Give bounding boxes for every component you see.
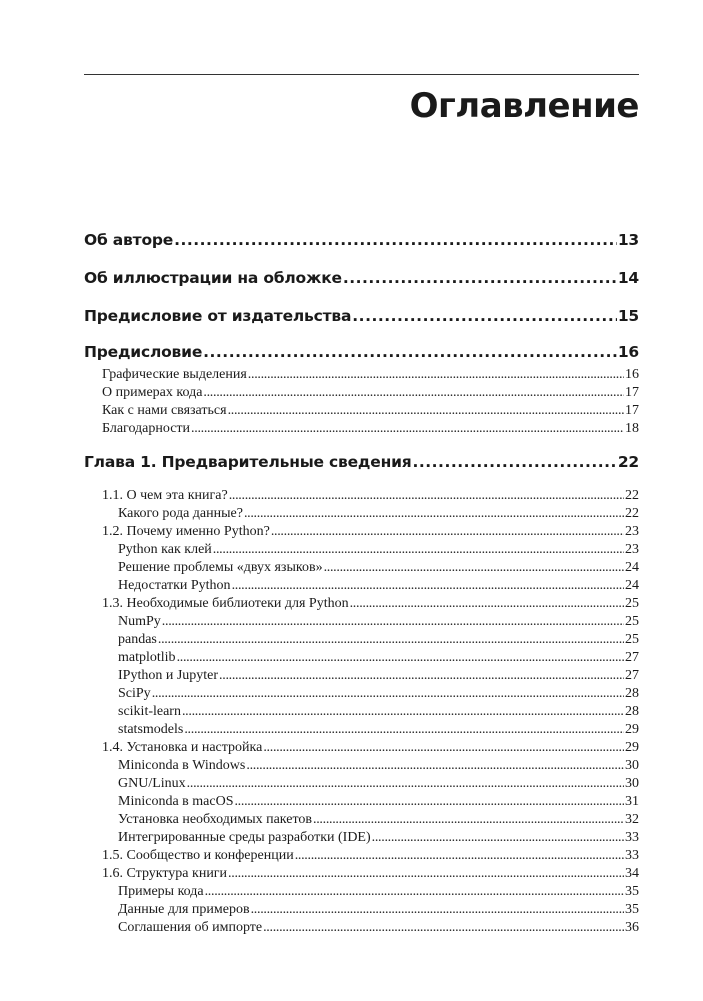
- toc-page-number: 33: [625, 830, 639, 845]
- toc-entry[interactable]: [84, 847, 639, 865]
- toc-page-number: 17: [625, 403, 639, 418]
- toc-entry[interactable]: [84, 523, 639, 541]
- toc-leader: [219, 667, 624, 685]
- toc-entry-title: Miniconda в Windows: [118, 758, 246, 773]
- toc-entry[interactable]: [84, 721, 639, 739]
- toc-leader: [228, 865, 624, 883]
- toc-leader: [352, 306, 617, 327]
- toc-page-number: 33: [625, 848, 639, 863]
- toc-entry[interactable]: [84, 613, 639, 631]
- toc-page-number: 29: [625, 740, 639, 755]
- toc-entry[interactable]: [84, 306, 639, 327]
- toc-leader: [203, 342, 617, 363]
- toc-entry-title: Об иллюстрации на обложке: [84, 269, 342, 287]
- toc-leader: [174, 230, 617, 251]
- toc-page-number: 24: [625, 578, 639, 593]
- toc-entry[interactable]: [84, 703, 639, 721]
- toc-page-number: 32: [625, 812, 639, 827]
- toc-leader: [248, 366, 624, 384]
- toc-leader: [182, 703, 624, 721]
- toc-entry[interactable]: [84, 901, 639, 919]
- toc-entry-title: Примеры кода: [118, 884, 204, 899]
- toc-entry[interactable]: [84, 919, 639, 937]
- toc-entry[interactable]: [84, 402, 639, 420]
- toc-entry[interactable]: [84, 366, 639, 384]
- toc-page-number: 35: [625, 884, 639, 899]
- toc-entry[interactable]: [84, 631, 639, 649]
- toc-entry[interactable]: [84, 342, 639, 363]
- toc-entry-title: Miniconda в macOS: [118, 794, 234, 809]
- toc-entry-title: pandas: [118, 632, 157, 647]
- toc-leader: [251, 901, 624, 919]
- toc-leader: [158, 631, 624, 649]
- toc-entry[interactable]: [84, 577, 639, 595]
- toc-entry-title: Интегрированные среды разработки (IDE): [118, 830, 371, 845]
- toc-leader: [263, 739, 624, 757]
- toc-entry-title: IPython и Jupyter: [118, 668, 219, 683]
- toc-page-number: 22: [625, 506, 639, 521]
- toc-entry-title: Недостатки Python: [118, 578, 231, 593]
- toc-entry[interactable]: [84, 865, 639, 883]
- toc-entry[interactable]: [84, 667, 639, 685]
- toc-entry-title: matplotlib: [118, 650, 176, 665]
- toc-page-number: 27: [625, 668, 639, 683]
- toc-entry[interactable]: [84, 685, 639, 703]
- toc-entry[interactable]: [84, 541, 639, 559]
- toc-entry[interactable]: [84, 452, 639, 473]
- toc-leader: [162, 613, 624, 631]
- toc-page-number: 30: [625, 776, 639, 791]
- toc-entry-title: Решение проблемы «двух языков»: [118, 560, 323, 575]
- toc-page-number: 25: [625, 614, 639, 629]
- toc-leader: [203, 384, 624, 402]
- toc-entry[interactable]: [84, 559, 639, 577]
- toc-entry[interactable]: [84, 230, 639, 251]
- toc-leader: [191, 420, 624, 438]
- toc-leader: [205, 883, 624, 901]
- toc-page-number: 28: [625, 686, 639, 701]
- toc-leader: [313, 811, 624, 829]
- toc-page-number: 25: [625, 596, 639, 611]
- toc-leader: [263, 919, 624, 937]
- toc-page-number: 24: [625, 560, 639, 575]
- toc-page-number: 35: [625, 902, 639, 917]
- toc-leader: [271, 523, 624, 541]
- toc-page-number: 18: [625, 421, 639, 436]
- toc-page-number: 23: [625, 524, 639, 539]
- toc-entry-title: NumPy: [118, 614, 161, 629]
- toc-entry-title: 1.6. Структура книги: [102, 866, 228, 881]
- toc-entry-title: Глава 1. Предварительные сведения: [84, 453, 412, 471]
- toc-entry[interactable]: [84, 505, 639, 523]
- toc-entry-title: Python как клей: [118, 542, 212, 557]
- toc-page-number: 15: [617, 307, 639, 325]
- toc-entry[interactable]: [84, 829, 639, 847]
- toc-leader: [177, 649, 624, 667]
- header-rule: [84, 74, 639, 75]
- toc-entry[interactable]: [84, 384, 639, 402]
- toc-page-number: 36: [625, 920, 639, 935]
- toc-page-number: 16: [625, 367, 639, 382]
- toc-page-number: 34: [625, 866, 639, 881]
- toc-leader: [187, 775, 624, 793]
- toc-entry-title: SciPy: [118, 686, 151, 701]
- toc-entry[interactable]: [84, 811, 639, 829]
- toc-page-number: 17: [625, 385, 639, 400]
- toc-entry-title: Установка необходимых пакетов: [118, 812, 313, 827]
- toc-leader: [413, 452, 617, 473]
- toc-page-number: 13: [617, 231, 639, 249]
- toc-page-number: 25: [625, 632, 639, 647]
- toc-entry-title: GNU/Linux: [118, 776, 186, 791]
- toc-leader: [229, 487, 624, 505]
- toc-leader: [324, 559, 624, 577]
- toc-entry-title: Предисловие от издательства: [84, 307, 352, 325]
- toc-entry[interactable]: [84, 775, 639, 793]
- toc-page-number: 23: [625, 542, 639, 557]
- toc-entry-title: 1.3. Необходимые библиотеки для Python: [102, 596, 349, 611]
- toc-entry-title: О примерах кода: [102, 385, 203, 400]
- toc-leader: [372, 829, 624, 847]
- toc-leader: [246, 757, 624, 775]
- toc-entry-title: 1.1. О чем эта книга?: [102, 488, 228, 503]
- toc-leader: [184, 721, 624, 739]
- toc-entry[interactable]: [84, 595, 639, 613]
- toc-entry[interactable]: [84, 757, 639, 775]
- toc-page-number: 28: [625, 704, 639, 719]
- toc-leader: [350, 595, 624, 613]
- toc-entry-title: Как с нами связаться: [102, 403, 227, 418]
- toc-page-number: 22: [617, 453, 639, 471]
- toc-page-number: 31: [625, 794, 639, 809]
- toc-entry-title: 1.4. Установка и настройка: [102, 740, 263, 755]
- toc-entry-title: Предисловие: [84, 343, 203, 361]
- toc-leader: [295, 847, 624, 865]
- toc-page-number: 27: [625, 650, 639, 665]
- toc-entry[interactable]: [84, 793, 639, 811]
- toc-leader: [232, 577, 624, 595]
- toc-leader: [234, 793, 624, 811]
- toc-leader: [213, 541, 624, 559]
- toc-entry[interactable]: [84, 487, 639, 505]
- toc-leader: [152, 685, 624, 703]
- toc-entry[interactable]: [84, 268, 639, 289]
- toc-entry[interactable]: [84, 883, 639, 901]
- toc-entry[interactable]: [84, 420, 639, 438]
- toc-page-number: 16: [617, 343, 639, 361]
- page-title: Оглавление: [409, 86, 639, 126]
- toc-entry-title: Соглашения об импорте: [118, 920, 263, 935]
- toc-page-number: 22: [625, 488, 639, 503]
- toc-page-number: 30: [625, 758, 639, 773]
- toc-page-number: 29: [625, 722, 639, 737]
- toc-entry-title: scikit-learn: [118, 704, 181, 719]
- toc-entry-title: 1.5. Сообщество и конференции: [102, 848, 294, 863]
- toc-leader: [244, 505, 624, 523]
- toc-entry-title: Благодарности: [102, 421, 191, 436]
- toc-entry-title: Какого рода данные?: [118, 506, 243, 521]
- toc-entry-title: 1.2. Почему именно Python?: [102, 524, 270, 539]
- toc-entry-title: Данные для примеров: [118, 902, 250, 917]
- toc-entry-title: statsmodels: [118, 722, 184, 737]
- toc-page-number: 14: [617, 269, 639, 287]
- toc-leader: [343, 268, 617, 289]
- toc-entry-title: Об авторе: [84, 231, 174, 249]
- toc-entry[interactable]: [84, 739, 639, 757]
- toc-leader: [228, 402, 624, 420]
- toc-entry[interactable]: [84, 649, 639, 667]
- toc-entry-title: Графические выделения: [102, 367, 247, 382]
